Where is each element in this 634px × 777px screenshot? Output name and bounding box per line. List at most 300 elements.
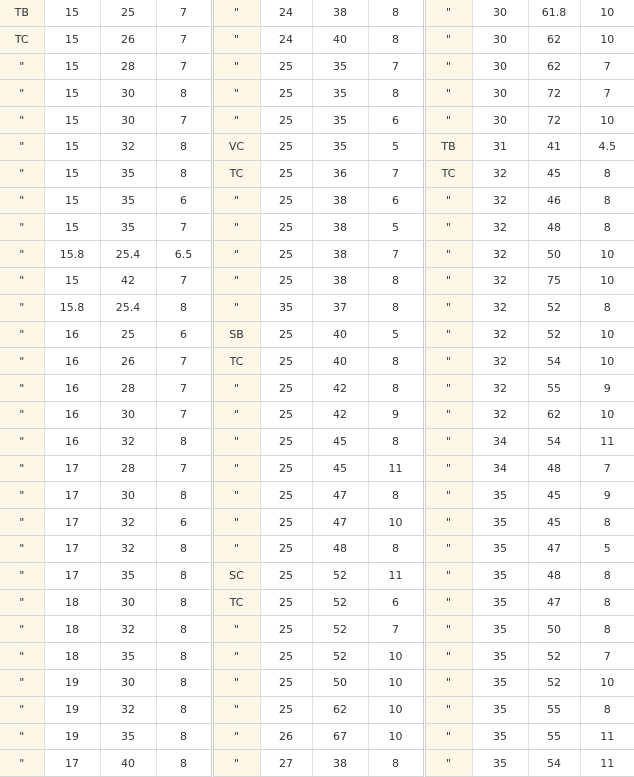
dimension-cell: 28 bbox=[100, 455, 156, 482]
type-code-cell: " bbox=[424, 0, 472, 26]
dimension-cell: 10 bbox=[368, 669, 424, 696]
dimension-cell: 15 bbox=[44, 187, 100, 214]
type-code-cell: " bbox=[424, 53, 472, 80]
dimension-cell: 30 bbox=[472, 80, 528, 107]
dimension-cell: 32 bbox=[100, 428, 156, 455]
dimension-cell: 8 bbox=[156, 696, 212, 723]
type-code-cell: " bbox=[0, 241, 44, 268]
dimension-cell: 25 bbox=[260, 616, 312, 643]
type-code-cell: " bbox=[212, 455, 260, 482]
dimension-cell: 35 bbox=[260, 294, 312, 321]
dimension-cell: 30 bbox=[472, 107, 528, 134]
type-code-cell: " bbox=[424, 535, 472, 562]
type-code-cell: " bbox=[0, 723, 44, 750]
dimension-cell: 6.5 bbox=[156, 241, 212, 268]
table-row bbox=[0, 750, 634, 777]
dimension-cell: 10 bbox=[580, 26, 634, 53]
dimension-cell: 8 bbox=[368, 348, 424, 375]
dimension-cell: 47 bbox=[312, 482, 368, 509]
dimension-cell: 32 bbox=[472, 267, 528, 294]
dimension-cell: 50 bbox=[312, 669, 368, 696]
dimension-cell: 8 bbox=[580, 160, 634, 187]
dimension-cell: 30 bbox=[100, 80, 156, 107]
type-code-cell: " bbox=[212, 80, 260, 107]
table-row bbox=[0, 535, 634, 562]
table-row bbox=[0, 267, 634, 294]
dimension-cell: 7 bbox=[580, 455, 634, 482]
dimension-cell: 40 bbox=[312, 348, 368, 375]
dimension-cell: 8 bbox=[156, 535, 212, 562]
dimension-cell: 52 bbox=[312, 589, 368, 616]
dimension-cell: 10 bbox=[580, 669, 634, 696]
dimension-cell: 10 bbox=[368, 643, 424, 670]
type-code-cell: " bbox=[424, 643, 472, 670]
type-code-cell: TC bbox=[0, 26, 44, 53]
dimension-cell: 11 bbox=[368, 455, 424, 482]
dimension-cell: 25 bbox=[260, 643, 312, 670]
dimension-cell: 25 bbox=[260, 107, 312, 134]
dimension-cell: 5 bbox=[580, 535, 634, 562]
dimension-cell: 45 bbox=[312, 428, 368, 455]
type-code-cell: " bbox=[0, 80, 44, 107]
dimension-cell: 17 bbox=[44, 455, 100, 482]
type-code-cell: " bbox=[212, 428, 260, 455]
dimension-cell: 15 bbox=[44, 107, 100, 134]
dimension-cell: 47 bbox=[528, 535, 580, 562]
dimension-cell: 8 bbox=[156, 669, 212, 696]
dimension-cell: 6 bbox=[368, 589, 424, 616]
type-code-cell: " bbox=[424, 401, 472, 428]
dimension-cell: 10 bbox=[580, 321, 634, 348]
dimension-cell: 5 bbox=[368, 133, 424, 160]
type-code-cell: " bbox=[424, 562, 472, 589]
type-code-cell: TC bbox=[424, 160, 472, 187]
dimension-cell: 8 bbox=[368, 750, 424, 777]
type-code-cell: " bbox=[0, 267, 44, 294]
dimension-cell: 7 bbox=[368, 160, 424, 187]
dimension-cell: 7 bbox=[156, 53, 212, 80]
dimension-cell: 15 bbox=[44, 160, 100, 187]
dimension-cell: 32 bbox=[472, 160, 528, 187]
table-row bbox=[0, 241, 634, 268]
type-code-cell: " bbox=[0, 428, 44, 455]
dimension-cell: 25 bbox=[260, 321, 312, 348]
dimension-cell: 35 bbox=[472, 723, 528, 750]
dimension-cell: 25 bbox=[260, 214, 312, 241]
type-code-cell: " bbox=[212, 750, 260, 777]
dimension-cell: 47 bbox=[312, 509, 368, 536]
dimension-cell: 7 bbox=[156, 107, 212, 134]
dimension-cell: 16 bbox=[44, 401, 100, 428]
dimension-cell: 35 bbox=[472, 509, 528, 536]
dimension-cell: 32 bbox=[472, 294, 528, 321]
dimension-cell: 32 bbox=[100, 133, 156, 160]
dimension-cell: 48 bbox=[528, 214, 580, 241]
table-row bbox=[0, 375, 634, 402]
dimension-cell: 8 bbox=[580, 616, 634, 643]
dimension-cell: 6 bbox=[156, 321, 212, 348]
dimension-cell: 16 bbox=[44, 348, 100, 375]
table-row bbox=[0, 669, 634, 696]
type-code-cell: " bbox=[0, 616, 44, 643]
dimension-cell: 8 bbox=[368, 267, 424, 294]
dimension-cell: 6 bbox=[156, 509, 212, 536]
dimension-cell: 40 bbox=[312, 321, 368, 348]
dimension-cell: 18 bbox=[44, 616, 100, 643]
dimension-cell: 8 bbox=[580, 294, 634, 321]
type-code-cell: " bbox=[424, 723, 472, 750]
type-code-cell: " bbox=[0, 348, 44, 375]
type-code-cell: " bbox=[424, 482, 472, 509]
dimension-cell: 48 bbox=[528, 455, 580, 482]
dimension-cell: 10 bbox=[580, 267, 634, 294]
dimension-cell: 25 bbox=[260, 375, 312, 402]
type-code-cell: " bbox=[212, 0, 260, 26]
table-row bbox=[0, 401, 634, 428]
dimension-cell: 37 bbox=[312, 294, 368, 321]
dimension-cell: 8 bbox=[156, 428, 212, 455]
dimension-cell: 10 bbox=[580, 241, 634, 268]
dimension-cell: 25 bbox=[260, 562, 312, 589]
dimension-cell: 32 bbox=[472, 214, 528, 241]
type-code-cell: " bbox=[424, 696, 472, 723]
dimension-cell: 30 bbox=[100, 482, 156, 509]
dimension-cell: 34 bbox=[472, 455, 528, 482]
type-code-cell: " bbox=[0, 321, 44, 348]
dimension-cell: 32 bbox=[472, 401, 528, 428]
dimension-cell: 8 bbox=[156, 723, 212, 750]
type-code-cell: " bbox=[212, 401, 260, 428]
dimension-cell: 32 bbox=[472, 321, 528, 348]
dimension-cell: 47 bbox=[528, 589, 580, 616]
dimension-cell: 54 bbox=[528, 750, 580, 777]
table-row bbox=[0, 562, 634, 589]
type-code-cell: " bbox=[212, 723, 260, 750]
type-code-cell: TC bbox=[212, 160, 260, 187]
dimension-cell: 67 bbox=[312, 723, 368, 750]
table-row bbox=[0, 643, 634, 670]
dimension-cell: 6 bbox=[368, 187, 424, 214]
type-code-cell: " bbox=[0, 696, 44, 723]
dimension-cell: 25 bbox=[260, 455, 312, 482]
dimension-cell: 45 bbox=[528, 160, 580, 187]
type-code-cell: " bbox=[424, 375, 472, 402]
dimension-cell: 26 bbox=[100, 26, 156, 53]
type-code-cell: " bbox=[212, 643, 260, 670]
dimension-cell: 35 bbox=[472, 643, 528, 670]
dimension-cell: 10 bbox=[368, 509, 424, 536]
table-row bbox=[0, 80, 634, 107]
dimension-cell: 10 bbox=[580, 107, 634, 134]
dimension-cell: 30 bbox=[472, 53, 528, 80]
type-code-cell: SB bbox=[212, 321, 260, 348]
type-code-cell: " bbox=[424, 187, 472, 214]
table-row bbox=[0, 616, 634, 643]
dimension-cell: 35 bbox=[312, 80, 368, 107]
table-row bbox=[0, 723, 634, 750]
dimension-cell: 35 bbox=[100, 160, 156, 187]
dimension-cell: 25 bbox=[260, 133, 312, 160]
dimension-cell: 6 bbox=[156, 187, 212, 214]
dimension-cell: 7 bbox=[156, 0, 212, 26]
dimension-cell: 38 bbox=[312, 0, 368, 26]
dimension-cell: 8 bbox=[580, 187, 634, 214]
type-code-cell: " bbox=[424, 294, 472, 321]
dimension-cell: 24 bbox=[260, 26, 312, 53]
dimension-cell: 8 bbox=[156, 589, 212, 616]
type-code-cell: TC bbox=[212, 348, 260, 375]
dimension-cell: 55 bbox=[528, 375, 580, 402]
type-code-cell: VC bbox=[212, 133, 260, 160]
type-code-cell: " bbox=[0, 160, 44, 187]
dimension-cell: 8 bbox=[368, 294, 424, 321]
dimension-cell: 15 bbox=[44, 53, 100, 80]
type-code-cell: " bbox=[212, 375, 260, 402]
dimension-cell: 25 bbox=[260, 509, 312, 536]
dimension-cell: 32 bbox=[100, 616, 156, 643]
dimension-cell: 7 bbox=[156, 375, 212, 402]
dimension-cell: 15 bbox=[44, 80, 100, 107]
type-code-cell: " bbox=[0, 643, 44, 670]
type-code-cell: " bbox=[424, 669, 472, 696]
dimension-cell: 52 bbox=[528, 294, 580, 321]
dimension-cell: 19 bbox=[44, 696, 100, 723]
type-code-cell: " bbox=[0, 401, 44, 428]
dimension-cell: 28 bbox=[100, 375, 156, 402]
table-row bbox=[0, 214, 634, 241]
type-code-cell: " bbox=[0, 669, 44, 696]
dimension-cell: 8 bbox=[368, 428, 424, 455]
dimension-cell: 42 bbox=[100, 267, 156, 294]
table-row bbox=[0, 0, 634, 26]
type-code-cell: " bbox=[0, 187, 44, 214]
dimension-cell: 30 bbox=[100, 401, 156, 428]
dimension-cell: 45 bbox=[312, 455, 368, 482]
dimension-cell: 17 bbox=[44, 535, 100, 562]
dimension-cell: 8 bbox=[368, 375, 424, 402]
table-row bbox=[0, 696, 634, 723]
dimension-cell: 19 bbox=[44, 669, 100, 696]
type-code-cell: " bbox=[212, 107, 260, 134]
type-code-cell: " bbox=[0, 509, 44, 536]
dimension-cell: 62 bbox=[528, 401, 580, 428]
type-code-cell: " bbox=[212, 509, 260, 536]
dimension-cell: 17 bbox=[44, 482, 100, 509]
dimension-cell: 6 bbox=[368, 107, 424, 134]
dimension-cell: 72 bbox=[528, 80, 580, 107]
dimension-cell: 11 bbox=[368, 562, 424, 589]
dimension-cell: 36 bbox=[312, 160, 368, 187]
dimension-cell: 41 bbox=[528, 133, 580, 160]
dimension-cell: 10 bbox=[580, 401, 634, 428]
dimension-cell: 8 bbox=[580, 562, 634, 589]
type-code-cell: " bbox=[0, 535, 44, 562]
table-row bbox=[0, 160, 634, 187]
dimension-cell: 42 bbox=[312, 375, 368, 402]
table-row bbox=[0, 348, 634, 375]
dimension-cell: 48 bbox=[312, 535, 368, 562]
dimension-cell: 5 bbox=[368, 321, 424, 348]
type-code-cell: " bbox=[0, 294, 44, 321]
table-row bbox=[0, 187, 634, 214]
dimension-cell: 35 bbox=[472, 750, 528, 777]
dimension-cell: 10 bbox=[368, 696, 424, 723]
dimension-cell: 19 bbox=[44, 723, 100, 750]
dimension-cell: 54 bbox=[528, 348, 580, 375]
dimension-cell: 35 bbox=[472, 589, 528, 616]
dimension-cell: 55 bbox=[528, 723, 580, 750]
dimension-cell: 9 bbox=[580, 482, 634, 509]
type-code-cell: " bbox=[0, 214, 44, 241]
dimension-cell: 52 bbox=[312, 562, 368, 589]
type-code-cell: " bbox=[424, 80, 472, 107]
dimension-cell: 8 bbox=[580, 589, 634, 616]
dimension-cell: 7 bbox=[156, 455, 212, 482]
dimension-cell: 42 bbox=[312, 401, 368, 428]
dimension-cell: 17 bbox=[44, 562, 100, 589]
type-code-cell: " bbox=[212, 482, 260, 509]
type-code-cell: " bbox=[424, 107, 472, 134]
dimension-cell: 25 bbox=[260, 696, 312, 723]
dimension-cell: 8 bbox=[368, 482, 424, 509]
dimension-cell: 35 bbox=[312, 133, 368, 160]
dimension-cell: 16 bbox=[44, 428, 100, 455]
dimension-cell: 8 bbox=[156, 616, 212, 643]
dimension-cell: 35 bbox=[100, 723, 156, 750]
dimension-cell: 8 bbox=[368, 26, 424, 53]
dimension-cell: 16 bbox=[44, 321, 100, 348]
dimension-cell: 7 bbox=[580, 80, 634, 107]
dimension-cell: 15 bbox=[44, 26, 100, 53]
dimension-cell: 7 bbox=[368, 53, 424, 80]
dimension-cell: 8 bbox=[156, 160, 212, 187]
type-code-cell: " bbox=[424, 616, 472, 643]
dimension-cell: 25.4 bbox=[100, 241, 156, 268]
dimension-cell: 4.5 bbox=[580, 133, 634, 160]
dimension-cell: 34 bbox=[472, 428, 528, 455]
dimension-cell: 9 bbox=[580, 375, 634, 402]
type-code-cell: " bbox=[424, 241, 472, 268]
dimension-cell: 10 bbox=[368, 723, 424, 750]
type-code-cell: TB bbox=[424, 133, 472, 160]
dimension-cell: 7 bbox=[156, 267, 212, 294]
dimension-cell: 8 bbox=[368, 80, 424, 107]
dimension-cell: 15 bbox=[44, 0, 100, 26]
dimension-cell: 7 bbox=[156, 26, 212, 53]
dimension-cell: 35 bbox=[472, 696, 528, 723]
type-code-cell: " bbox=[424, 26, 472, 53]
dimension-cell: 32 bbox=[100, 535, 156, 562]
dimension-cell: 11 bbox=[580, 428, 634, 455]
dimension-cell: 25 bbox=[260, 160, 312, 187]
dimension-cell: 28 bbox=[100, 53, 156, 80]
dimension-cell: 32 bbox=[100, 509, 156, 536]
table-row bbox=[0, 107, 634, 134]
table-row bbox=[0, 133, 634, 160]
dimension-cell: 8 bbox=[580, 214, 634, 241]
type-code-cell: " bbox=[0, 107, 44, 134]
type-code-cell: " bbox=[212, 214, 260, 241]
dimension-cell: 18 bbox=[44, 643, 100, 670]
table-row bbox=[0, 428, 634, 455]
dimension-cell: 7 bbox=[156, 214, 212, 241]
dimension-cell: 62 bbox=[528, 26, 580, 53]
type-code-cell: " bbox=[424, 750, 472, 777]
dimension-cell: 55 bbox=[528, 696, 580, 723]
dimension-cell: 26 bbox=[100, 348, 156, 375]
table-row bbox=[0, 53, 634, 80]
dimension-cell: 8 bbox=[156, 562, 212, 589]
dimension-cell: 52 bbox=[528, 643, 580, 670]
dimension-cell: 25 bbox=[260, 241, 312, 268]
dimension-cell: 17 bbox=[44, 509, 100, 536]
dimension-cell: 8 bbox=[156, 750, 212, 777]
type-code-cell: " bbox=[0, 455, 44, 482]
dimension-cell: 8 bbox=[156, 294, 212, 321]
type-code-cell: " bbox=[424, 589, 472, 616]
table-row bbox=[0, 509, 634, 536]
type-code-cell: " bbox=[424, 321, 472, 348]
type-code-cell: " bbox=[212, 241, 260, 268]
dimension-cell: 25 bbox=[260, 348, 312, 375]
dimension-cell: 62 bbox=[528, 53, 580, 80]
type-code-cell: TC bbox=[212, 589, 260, 616]
dimension-cell: 35 bbox=[472, 616, 528, 643]
dimension-cell: 8 bbox=[156, 133, 212, 160]
type-code-cell: " bbox=[424, 455, 472, 482]
dimension-cell: 16 bbox=[44, 375, 100, 402]
dimension-cell: 8 bbox=[156, 482, 212, 509]
table-row bbox=[0, 482, 634, 509]
type-code-cell: " bbox=[0, 53, 44, 80]
dimension-cell: 38 bbox=[312, 214, 368, 241]
table-row bbox=[0, 26, 634, 53]
dimension-cell: 8 bbox=[368, 535, 424, 562]
dimension-cell: 25 bbox=[260, 80, 312, 107]
dimension-cell: 40 bbox=[312, 26, 368, 53]
table-row bbox=[0, 321, 634, 348]
dimension-cell: 25 bbox=[100, 0, 156, 26]
dimension-cell: 35 bbox=[312, 107, 368, 134]
dimension-cell: 75 bbox=[528, 267, 580, 294]
dimension-cell: 38 bbox=[312, 187, 368, 214]
dimension-cell: 11 bbox=[580, 750, 634, 777]
dimension-cell: 25 bbox=[260, 53, 312, 80]
dimension-cell: 15.8 bbox=[44, 294, 100, 321]
dimension-cell: 8 bbox=[156, 643, 212, 670]
dimension-cell: 26 bbox=[260, 723, 312, 750]
dimension-cell: 7 bbox=[368, 241, 424, 268]
dimension-cell: 25 bbox=[260, 401, 312, 428]
dimension-cell: 35 bbox=[100, 562, 156, 589]
dimension-cell: 32 bbox=[100, 696, 156, 723]
dimension-cell: 30 bbox=[472, 0, 528, 26]
type-code-cell: " bbox=[424, 348, 472, 375]
dimension-cell: 25 bbox=[100, 321, 156, 348]
dimension-cell: 35 bbox=[100, 214, 156, 241]
dimension-cell: 8 bbox=[156, 80, 212, 107]
type-code-cell: " bbox=[424, 428, 472, 455]
dimension-cell: 50 bbox=[528, 616, 580, 643]
dimension-cell: 46 bbox=[528, 187, 580, 214]
dimension-cell: 7 bbox=[580, 53, 634, 80]
dimension-cell: 35 bbox=[100, 187, 156, 214]
type-code-cell: " bbox=[212, 187, 260, 214]
dimension-cell: 35 bbox=[472, 669, 528, 696]
type-code-cell: " bbox=[424, 214, 472, 241]
dimension-cell: 45 bbox=[528, 509, 580, 536]
dimension-cell: 7 bbox=[368, 616, 424, 643]
